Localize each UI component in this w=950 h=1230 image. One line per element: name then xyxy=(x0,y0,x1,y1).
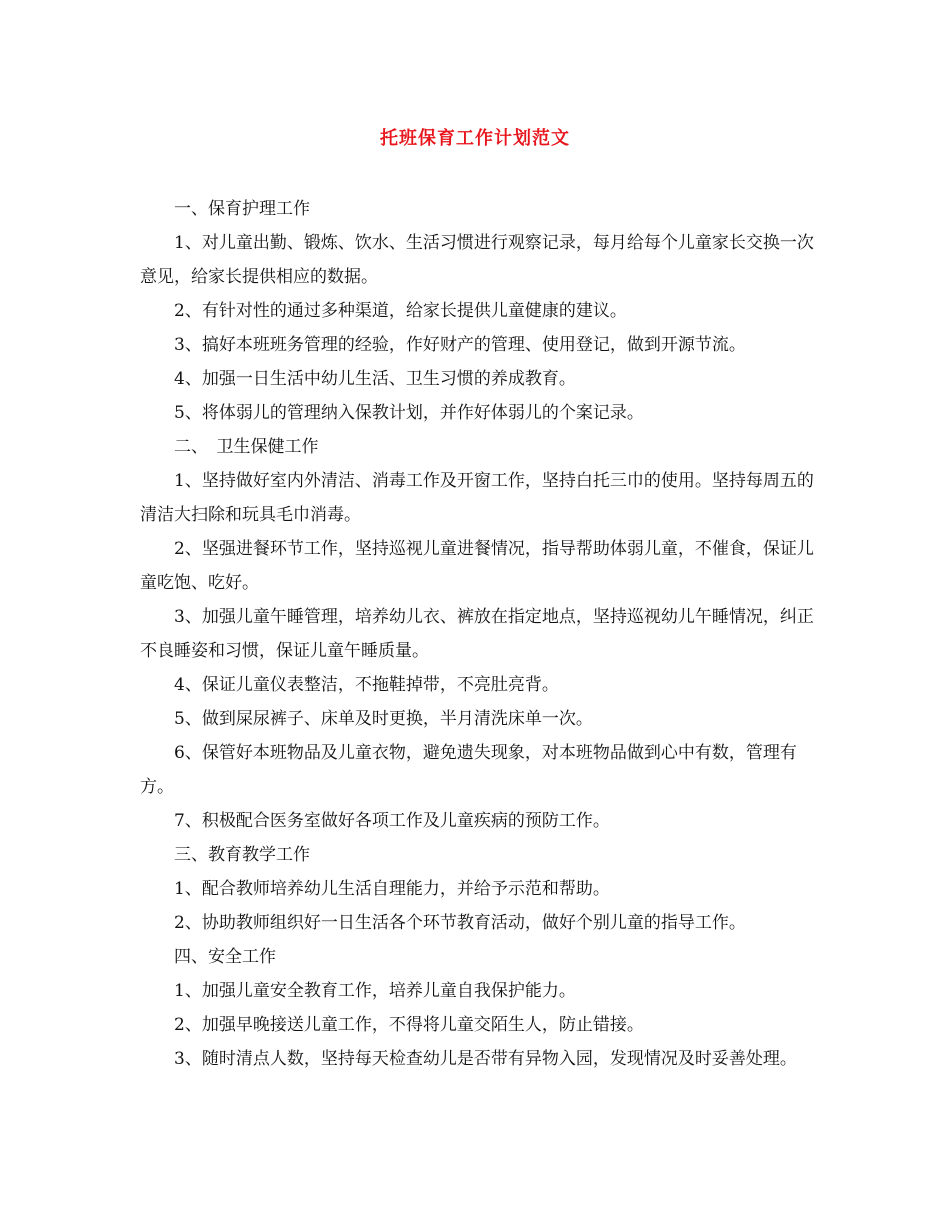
paragraph: 3、随时清点人数，坚持每天检查幼儿是否带有异物入园，发现情况及时妥善处理。 xyxy=(174,1049,797,1069)
section-heading: 四、安全工作 xyxy=(174,947,276,967)
document-title: 托班保育工作计划范文 xyxy=(380,128,570,149)
paragraph: 4、加强一日生活中幼儿生活、卫生习惯的养成教育。 xyxy=(174,369,576,389)
paragraph: 3、加强儿童午睡管理，培养幼儿衣、裤放在指定地点，坚持巡视幼儿午睡情况，纠正不良睡姿和习惯，保证儿童午睡质量。 xyxy=(140,607,814,661)
paragraph: 1、坚持做好室内外清洁、消毒工作及开窗工作，坚持白托三巾的使用。坚持每周五的清洁大扫除和玩具毛巾消毒。 xyxy=(140,471,814,525)
paragraph: 1、配合教师培养幼儿生活自理能力，并给予示范和帮助。 xyxy=(174,879,610,899)
section-heading: 二、 卫生保健工作 xyxy=(174,437,319,457)
paragraph: 5、做到屎尿裤子、床单及时更换，半月清洗床单一次。 xyxy=(174,709,593,729)
paragraph: 2、坚强进餐环节工作，坚持巡视儿童进餐情况，指导帮助体弱儿童，不催食，保证儿童吃饱、吃好。 xyxy=(140,539,814,593)
paragraph: 6、保管好本班物品及儿童衣物，避免遗失现象，对本班物品做到心中有数，管理有方。 xyxy=(140,743,797,797)
paragraph: 1、对儿童出勤、锻炼、饮水、生活习惯进行观察记录，每月给每个儿童家长交换一次意见，给家长提供相应的数据。 xyxy=(140,233,814,287)
paragraph: 2、加强早晚接送儿童工作，不得将儿童交陌生人，防止错接。 xyxy=(174,1015,644,1035)
paragraph: 4、保证儿童仪表整洁，不拖鞋掉带，不亮肚亮背。 xyxy=(174,675,559,695)
section-heading: 三、教育教学工作 xyxy=(174,845,310,865)
paragraph: 2、协助教师组织好一日生活各个环节教育活动，做好个别儿童的指导工作。 xyxy=(174,913,746,933)
paragraph: 1、加强儿童安全教育工作，培养儿童自我保护能力。 xyxy=(174,981,576,1001)
document-body xyxy=(140,192,820,1076)
paragraph: 5、将体弱儿的管理纳入保教计划，并作好体弱儿的个案记录。 xyxy=(174,403,644,423)
section-heading: 一、保育护理工作 xyxy=(174,199,310,219)
paragraph: 2、有针对性的通过多种渠道，给家长提供儿童健康的建议。 xyxy=(174,301,627,321)
paragraph: 3、搞好本班班务管理的经验，作好财产的管理、使用登记，做到开源节流。 xyxy=(174,335,746,355)
paragraph: 7、积极配合医务室做好各项工作及儿童疾病的预防工作。 xyxy=(174,811,610,831)
